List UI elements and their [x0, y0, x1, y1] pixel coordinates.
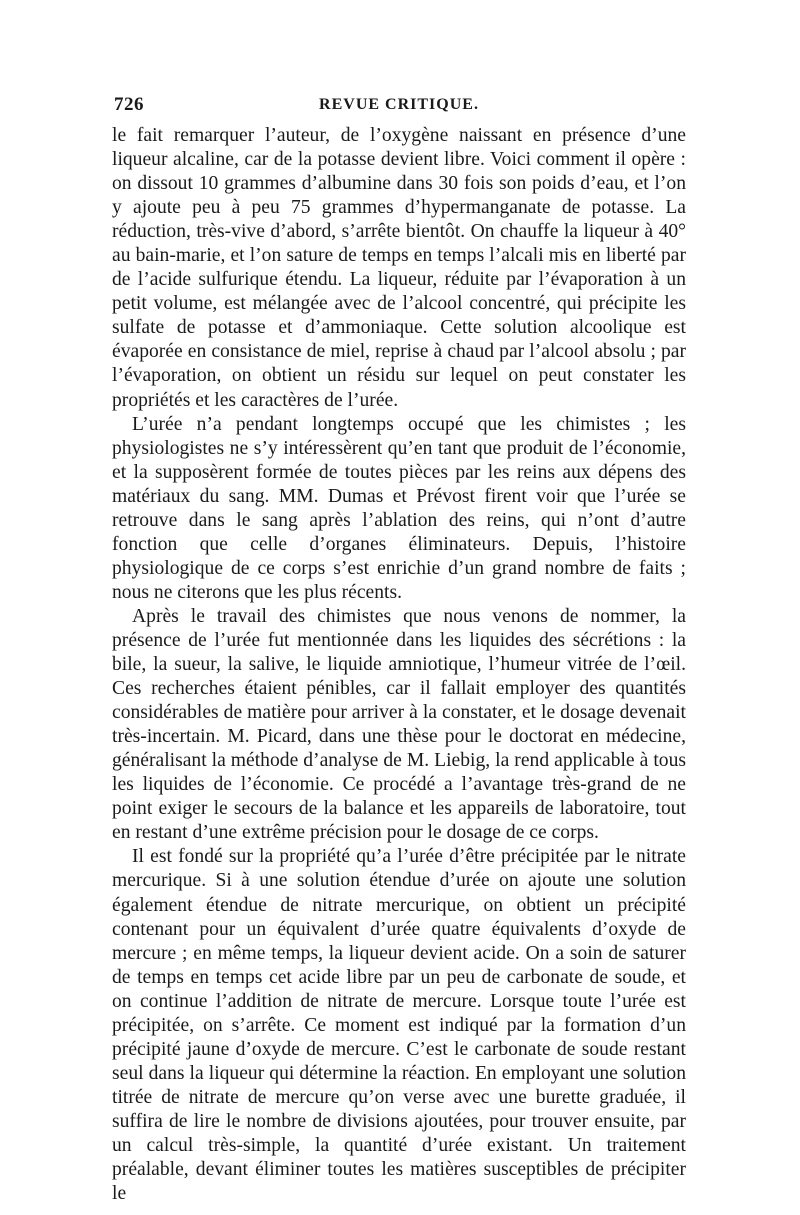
paragraph-4: Il est fondé sur la propriété qu’a l’urée d’être précipitée par le nitrate mercurique. Si à une solution étendue d’urée on ajoute une solution également étendue de nitrate mercurique, on obtient un précipité contenant pour un équivalent d’urée quatre équivalents d’oxyde de mercure ; en même temps, la liqueur devient acide. On a soin de saturer de temps en temps cet acide libre par un peu de carbonate de soude, et on continue l’addition de nitrate de mercure. Lorsque toute l’urée est précipitée, on s’arrête. Ce moment est indiqué par la formation d’un précipité jaune d’oxyde de mercure. C’est le carbonate de soude restant seul dans la liqueur qui détermine la réaction. En employant une solution titrée de nitrate de mercure qu’on verse avec une burette graduée, il suffira de lire le nombre de divisions ajoutées, pour trouver ensuite, par un calcul très-simple, la quantité d’urée existant. Un traitement préalable, devant éliminer toutes les matières susceptibles de précipiter le: [112, 846, 686, 1205]
book-page: [112, 94, 686, 1206]
page-number: 726: [114, 94, 144, 115]
paragraph-2: L’urée n’a pendant longtemps occupé que les chimistes ; les physiologistes ne s’y intéressèrent qu’en tant que produit de l’économie, et la supposèrent formée de toutes pièces par les reins aux dépens des matériaux du sang. MM. Dumas et Prévost firent voir que l’urée se retrouve dans le sang après l’ablation des reins, qui n’ont d’autre fonction que celle d’organes éliminateurs. Depuis, l’histoire physiologique de ce corps s’est enrichie d’un grand nombre de faits ; nous ne citerons que les plus récents.: [112, 413, 686, 603]
body-text: [112, 124, 686, 1206]
running-head: [112, 94, 686, 120]
running-title: REVUE CRITIQUE.: [319, 96, 479, 113]
paragraph-1: le fait remarquer l’auteur, de l’oxygène naissant en présence d’une liqueur alcaline, car de la potasse devient libre. Voici comment il opère : on dissout 10 grammes d’albumine dans 30 fois son poids d’eau, et l’on y ajoute peu à peu 75 grammes d’hypermanganate de potasse. La réduction, très-vive d’abord, s’arrête bientôt. On chauffe la liqueur à 40° au bain-marie, et l’on sature de temps en temps l’alcali mis en liberté par de l’acide sulfurique étendu. La liqueur, réduite par l’évaporation à un petit volume, est mélangée avec de l’alcool concentré, qui précipite les sulfate de potasse et d’ammoniaque. Cette solution alcoolique est évaporée en consistance de miel, reprise à chaud par l’alcool absolu ; par l’évaporation, on obtient un résidu sur lequel on peut constater les propriétés et les caractères de l’urée.: [112, 125, 686, 411]
paragraph-3: Après le travail des chimistes que nous venons de nommer, la présence de l’urée fut mentionnée dans les liquides des sécrétions : la bile, la sueur, la salive, le liquide amniotique, l’humeur vitrée de l’œil. Ces recherches étaient pénibles, car il fallait employer des quantités considérables de matière pour arriver à la constater, et le dosage devenait très-incertain. M. Picard, dans une thèse pour le doctorat en médecine, généralisant la méthode d’analyse de M. Liebig, la rend applicable à tous les liquides de l’économie. Ce procédé a l’avantage très-grand de ne point exiger le secours de la balance et les appareils de laboratoire, tout en restant d’une extrême précision pour le dosage de ce corps.: [112, 605, 686, 844]
